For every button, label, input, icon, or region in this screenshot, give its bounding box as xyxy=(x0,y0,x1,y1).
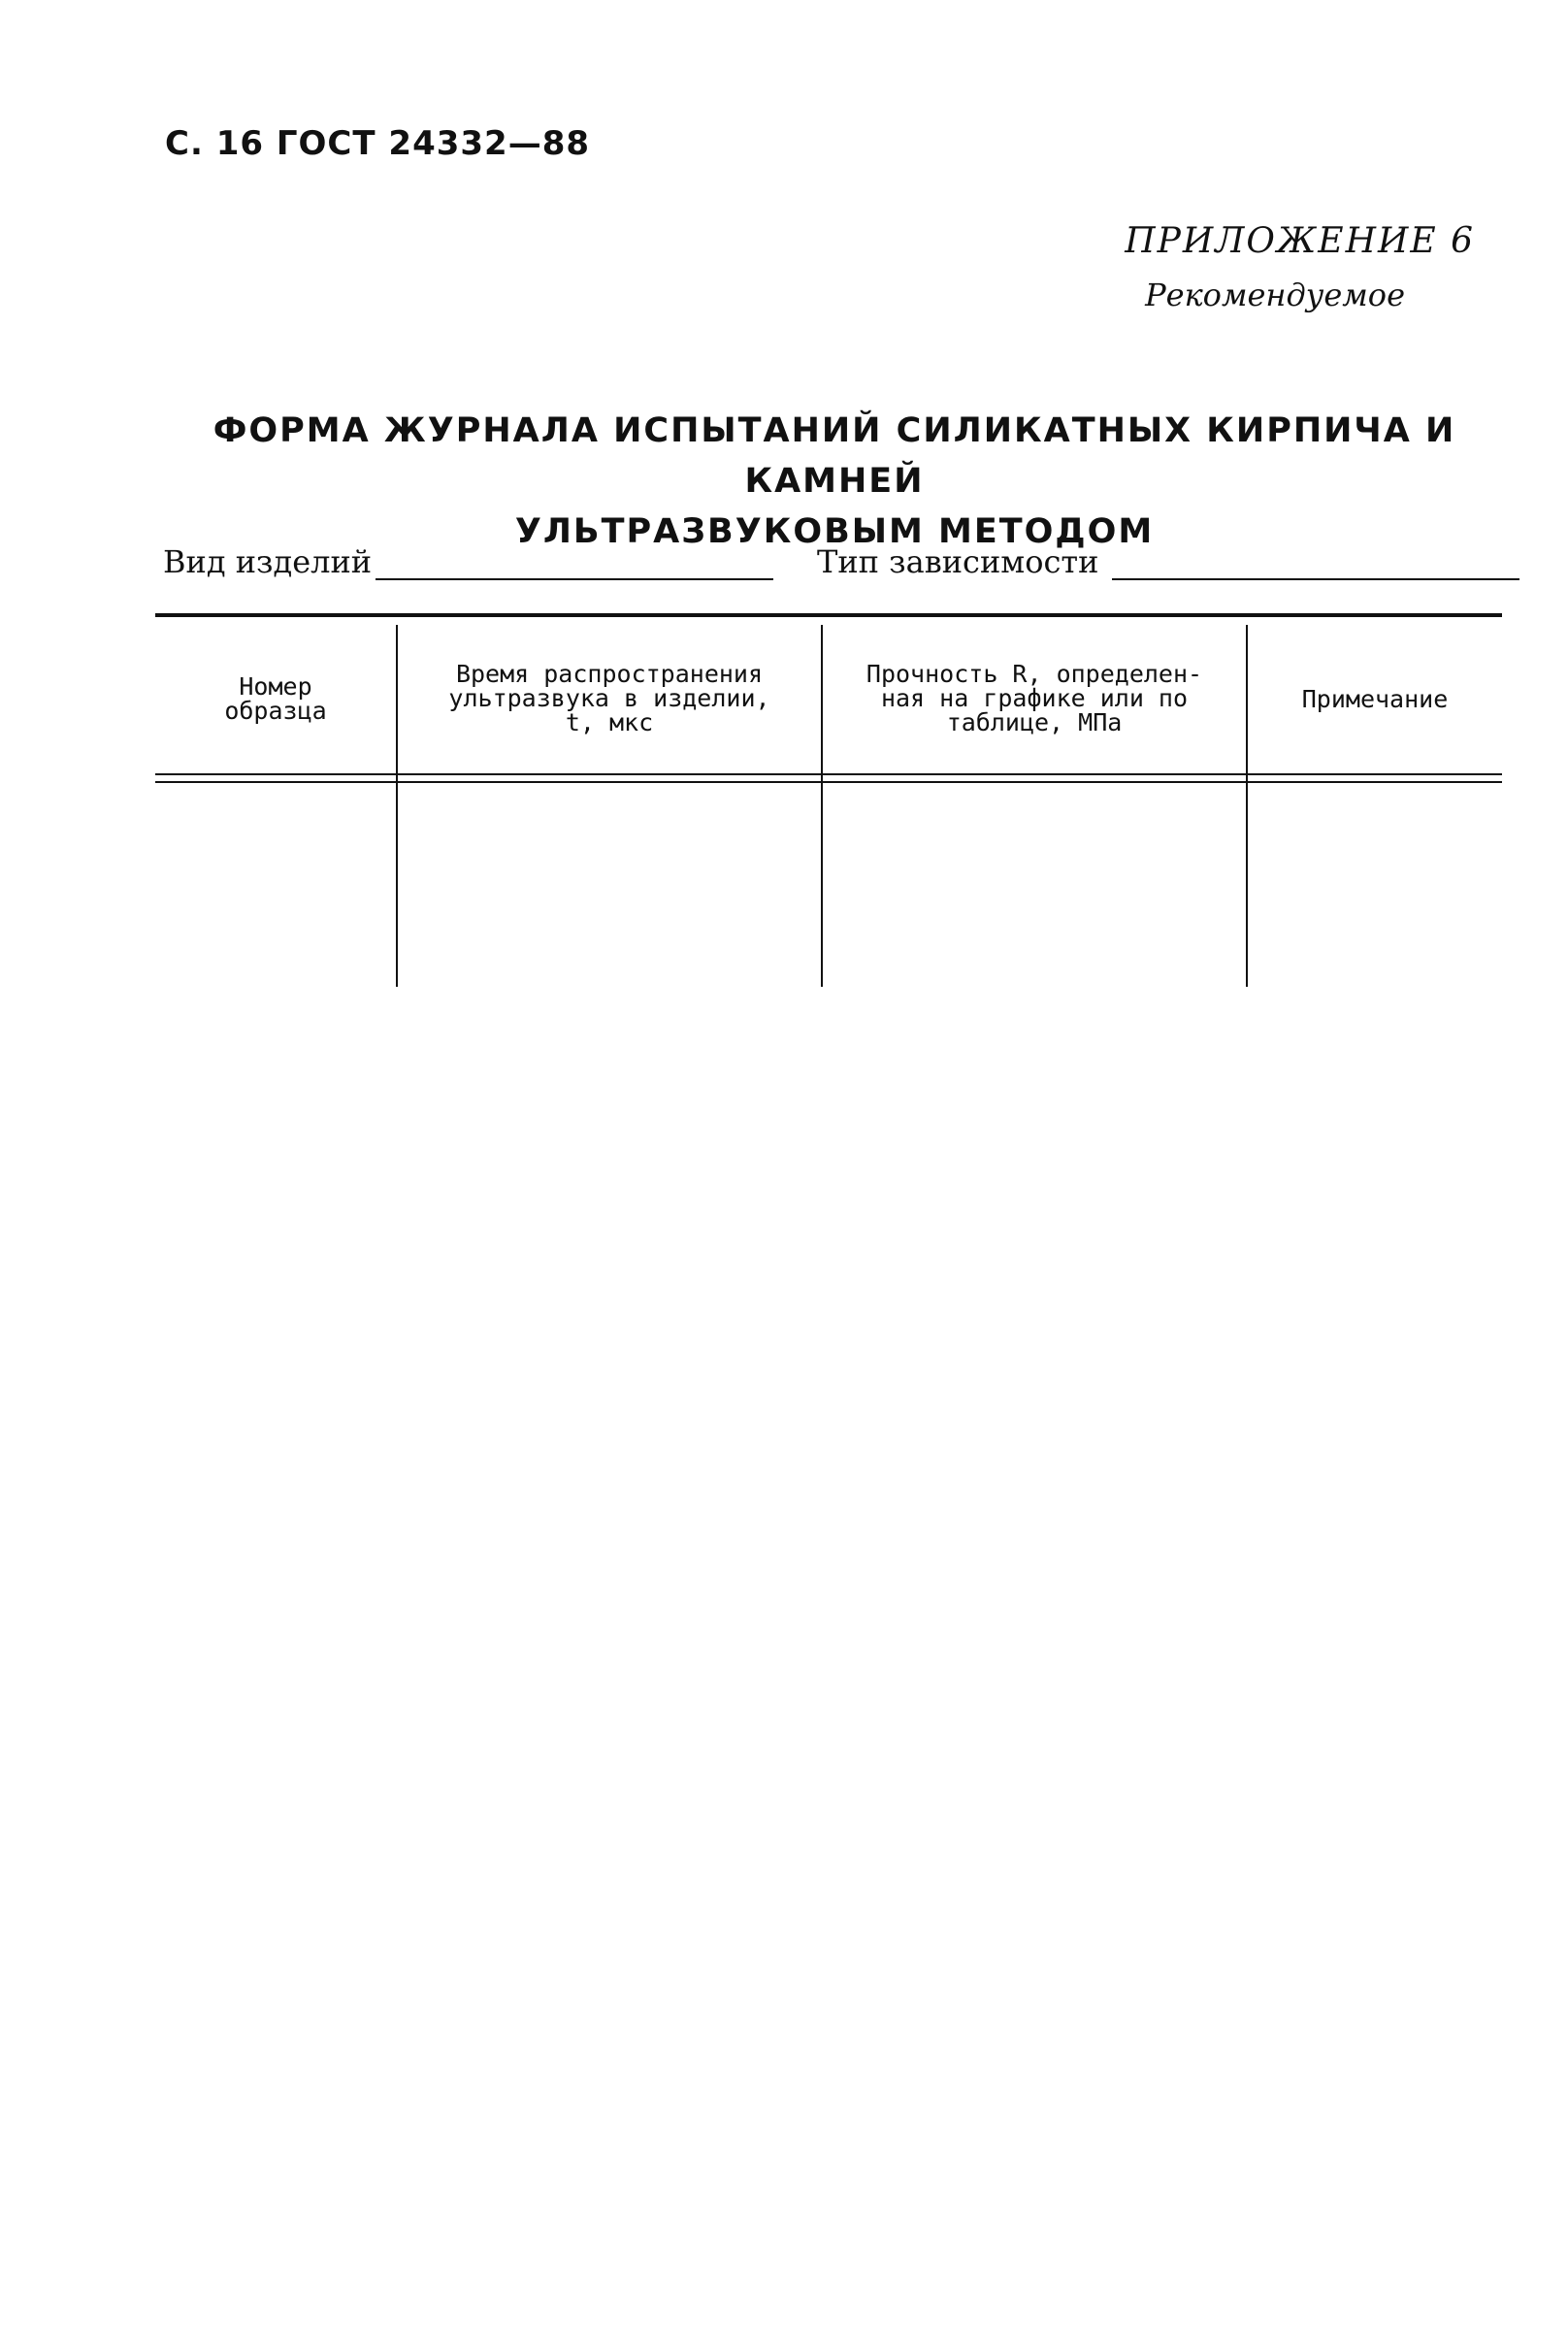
column-header-line: образца xyxy=(224,697,327,725)
column-header-line: Примечание xyxy=(1301,685,1449,713)
journal-table xyxy=(155,613,1502,992)
column-header-line: t, мкс xyxy=(565,708,654,736)
dependence-type-blank[interactable] xyxy=(1112,543,1519,580)
column-header-note xyxy=(1248,687,1502,711)
title-line-2: УЛЬТРАЗВУКОВЫМ МЕТОДОМ xyxy=(514,512,1155,551)
table-header-rule xyxy=(155,773,1502,783)
product-type-blank[interactable] xyxy=(376,543,773,580)
column-header-line: Время распространения xyxy=(455,660,764,688)
table-top-rule xyxy=(155,613,1502,617)
column-header-line: Номер xyxy=(239,672,312,701)
product-type-field[interactable] xyxy=(163,543,773,580)
form-fields xyxy=(163,543,1506,592)
dependence-type-field[interactable] xyxy=(817,543,1519,580)
page-header: С. 16 ГОСТ 24332—88 xyxy=(165,124,591,163)
column-header-line: ная на графике или по xyxy=(880,684,1189,712)
product-type-label: Вид изделий xyxy=(163,543,373,580)
column-header-ultrasound-time xyxy=(398,662,821,735)
appendix-status: Рекомендуемое xyxy=(1145,277,1405,313)
column-header-line: ультразвука в изделии, xyxy=(448,684,770,712)
column-header-strength xyxy=(823,662,1246,735)
appendix-label: ПРИЛОЖЕНИЕ 6 xyxy=(1125,221,1475,261)
column-divider-3 xyxy=(1246,625,1248,987)
document-title xyxy=(165,406,1504,557)
column-header-line: Прочность R, определен- xyxy=(866,660,1203,688)
column-header-line: таблице, МПа xyxy=(946,708,1123,736)
dependence-type-label: Тип зависимости xyxy=(817,543,1099,580)
column-header-sample-number xyxy=(155,674,396,723)
title-line-1: ФОРМА ЖУРНАЛА ИСПЫТАНИЙ СИЛИКАТНЫХ КИРПИЧА И КАМНЕЙ xyxy=(212,411,1456,501)
